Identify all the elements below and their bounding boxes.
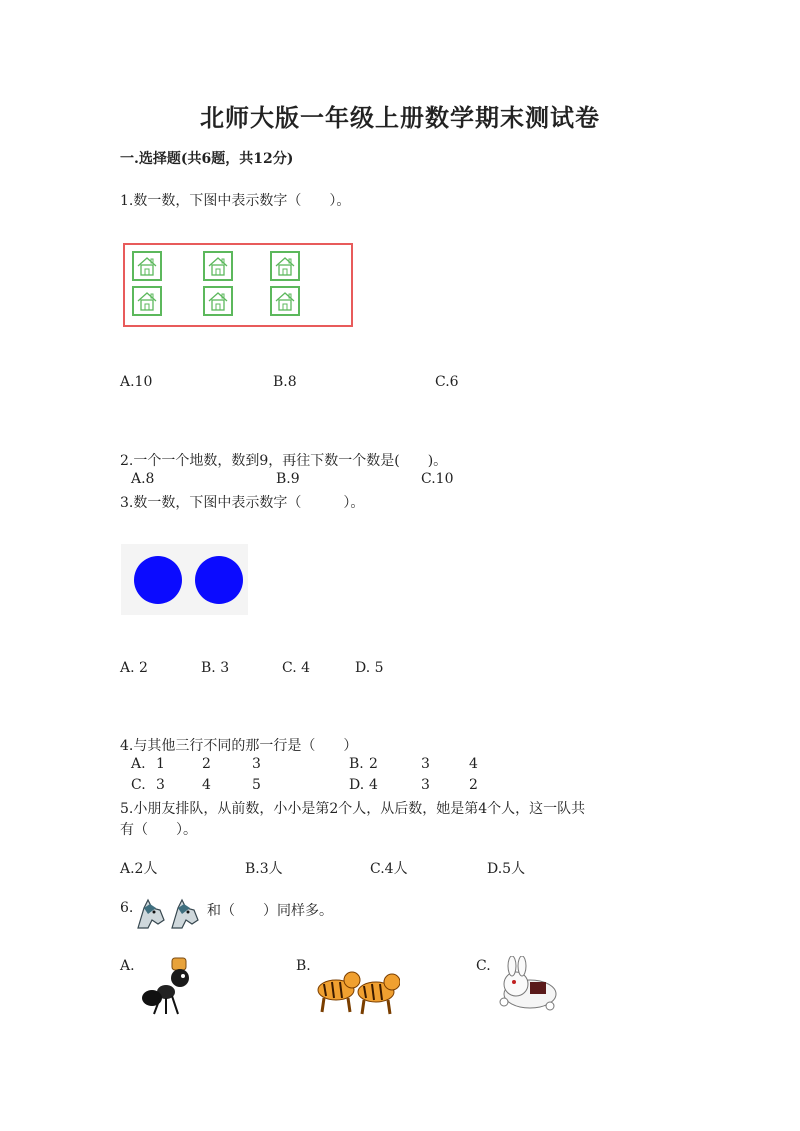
option-label: A. xyxy=(131,756,146,772)
house-icon xyxy=(270,286,300,316)
house-icon xyxy=(203,251,233,281)
question-4-option-d[interactable] xyxy=(349,777,478,793)
house-glyph xyxy=(136,255,158,277)
option-number: 4 xyxy=(369,777,378,793)
option-number: 4 xyxy=(469,756,478,772)
question-2-option-c[interactable]: C.10 xyxy=(421,471,454,487)
option-label: D. xyxy=(349,777,365,793)
blue-dot xyxy=(134,556,182,604)
question-6-option-b[interactable]: B. xyxy=(296,958,311,974)
question-3-option-d[interactable]: D. 5 xyxy=(355,660,384,676)
question-5-option-c[interactable]: C.4人 xyxy=(370,861,408,877)
question-6-option-c[interactable]: C. xyxy=(476,958,491,974)
question-1-house-figure xyxy=(123,243,353,327)
rabbit-picture xyxy=(496,956,562,1014)
question-3-dots-figure xyxy=(121,544,248,615)
option-number: 3 xyxy=(421,777,430,793)
horse-head-icon xyxy=(138,900,164,928)
blue-dot xyxy=(195,556,243,604)
question-1-option-a[interactable]: A.10 xyxy=(120,374,153,390)
question-3-text: 3.数一数，下图中表示数字（ ）。 xyxy=(120,495,365,511)
question-5-option-b[interactable]: B.3人 xyxy=(245,861,283,877)
option-number: 5 xyxy=(252,777,261,793)
question-1-text: 1.数一数，下图中表示数字（ ）。 xyxy=(120,193,351,209)
ant-picture xyxy=(140,954,202,1018)
question-4-option-b[interactable] xyxy=(349,756,478,772)
option-number: 4 xyxy=(202,777,211,793)
horse-head-icon xyxy=(172,900,198,928)
question-4-option-a[interactable] xyxy=(131,756,261,772)
option-number: 3 xyxy=(252,756,261,772)
option-number: 1 xyxy=(156,756,165,772)
house-icon xyxy=(203,286,233,316)
tiger-icon xyxy=(358,974,400,1014)
question-5-text-line1: 5.小朋友排队，从前数，小小是第2个人，从后数，她是第4个人，这一队共 xyxy=(120,801,586,817)
house-icon xyxy=(132,286,162,316)
house-glyph xyxy=(274,255,296,277)
house-glyph xyxy=(274,290,296,312)
question-1-option-b[interactable]: B.8 xyxy=(273,374,297,390)
house-glyph xyxy=(207,290,229,312)
section-heading: 一.选择题(共6题，共12分) xyxy=(120,151,294,167)
question-3-option-c[interactable]: C. 4 xyxy=(282,660,311,676)
option-label: C. xyxy=(131,777,146,793)
question-6-prefix: 6. xyxy=(120,900,134,916)
question-3-option-b[interactable]: B. 3 xyxy=(201,660,230,676)
question-2-option-b[interactable]: B.9 xyxy=(276,471,300,487)
house-icon xyxy=(132,251,162,281)
option-number: 2 xyxy=(369,756,378,772)
question-2-option-a[interactable]: A.8 xyxy=(131,471,155,487)
option-number: 3 xyxy=(421,756,430,772)
question-4-option-c[interactable] xyxy=(131,777,261,793)
house-glyph xyxy=(207,255,229,277)
house-glyph xyxy=(136,290,158,312)
house-icon xyxy=(270,251,300,281)
question-2-text: 2.一个一个地数，数到9，再往下数一个数是( )。 xyxy=(120,453,448,469)
question-1-option-c[interactable]: C.6 xyxy=(435,374,459,390)
option-number: 2 xyxy=(469,777,478,793)
question-3-option-a[interactable]: A. 2 xyxy=(120,660,148,676)
horse-heads-picture xyxy=(134,894,206,932)
question-6-option-a[interactable]: A. xyxy=(120,958,135,974)
tiger-icon xyxy=(318,972,360,1012)
question-5-text-line2: 有（ ）。 xyxy=(120,822,197,838)
question-5-option-d[interactable]: D.5人 xyxy=(487,861,526,877)
question-6-suffix: 和（ ）同样多。 xyxy=(207,903,333,919)
page-title: 北师大版一年级上册数学期末测试卷 xyxy=(200,103,600,132)
option-number: 2 xyxy=(202,756,211,772)
question-5-option-a[interactable]: A.2人 xyxy=(120,861,158,877)
question-4-text: 4.与其他三行不同的那一行是（ ） xyxy=(120,738,358,754)
tigers-picture xyxy=(314,960,400,1016)
option-label: B. xyxy=(349,756,364,772)
option-number: 3 xyxy=(156,777,165,793)
